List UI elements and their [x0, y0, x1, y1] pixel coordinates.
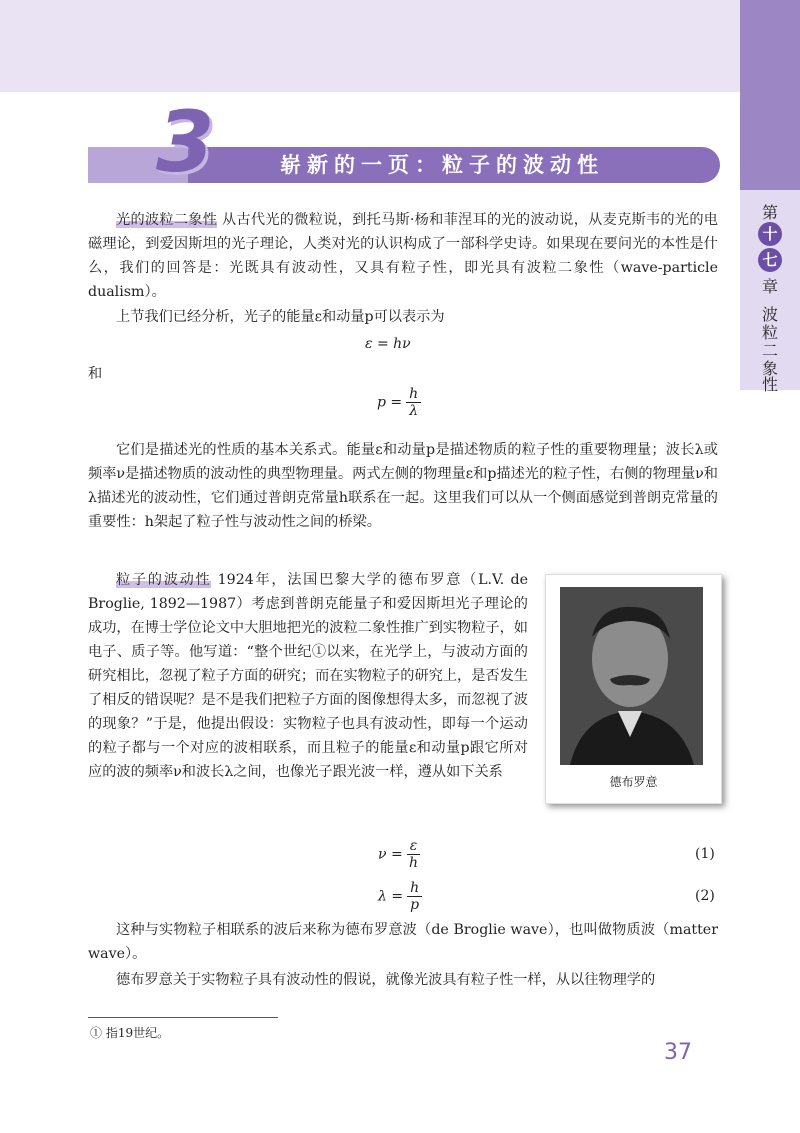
equation-2-number: (2): [695, 888, 715, 904]
paragraph-1: [88, 208, 718, 304]
chapter-num-2: 七: [758, 248, 782, 272]
section-title: 崭新的一页：粒子的波动性: [280, 153, 604, 177]
chapter-name-char: 波: [761, 305, 778, 324]
chapter-side-tab: [740, 190, 800, 394]
equation-1: ν = $\frac{\varepsilon}{h}$: [378, 838, 420, 871]
de-broglie-photo: [560, 587, 703, 765]
equation-2: λ = $\frac{h}{p}$: [378, 880, 422, 913]
chapter-name-char: 象: [761, 359, 778, 378]
equation-momentum: p = $\frac{h}{\lambda}$: [377, 386, 421, 419]
paragraph-2: 上节我们已经分析，光子的能量ε和动量p可以表示为: [116, 309, 445, 325]
footnote: ① 指19世纪。: [90, 1026, 170, 1040]
chapter-name-char: 粒: [761, 323, 778, 342]
equation-energy: ε = hν: [365, 336, 411, 352]
paragraph-6: 德布罗意关于实物粒子具有波动性的假说，就像光波具有粒子性一样，从以往物理学的: [116, 972, 656, 988]
chapter-num-1: 十: [758, 222, 782, 246]
keyword-particle-wave: 粒子的波动性: [116, 572, 212, 588]
and-word: 和: [88, 366, 103, 382]
page-number: 37: [664, 1040, 692, 1065]
side-band: [740, 0, 800, 190]
chapter-prefix: 第: [761, 203, 778, 222]
header-band: [0, 0, 740, 92]
chapter-suffix: 章: [761, 277, 778, 296]
chapter-name-char: 二: [761, 341, 778, 360]
chapter-name-char: 性: [761, 375, 778, 394]
section-number: 3: [156, 93, 215, 191]
photo-caption: 德布罗意: [609, 775, 658, 789]
paragraph-5: 这种与实物粒子相联系的波后来称为德布罗意波（de Broglie wave），也叫做物质波（matter wave）。: [88, 922, 718, 962]
paragraph-4-text: 1924年，法国巴黎大学的德布罗意（L.V. de Broglie, 1892—1987）考虑到普朗克能量子和爱因斯坦光子理论的成功，在博士学位论文中大胆地把光的波粒二象性推广到实物粒子，如电子、质子等。他写道：“整个世纪①以来，在光学上，与波动方面的研究相比，忽视了粒子方面的研究；而在实物粒子的研究上，是否发生了相反的错误呢？是不是我们把粒子方面的图像想得太多，而忽视了波的现象？”于是，他提出假设：实物粒子也具有波动性，即每一个运动的粒子都与一个对应的波相联系，而且粒子的能量ε和动量p跟它所对应的波的频率ν和波长λ之间，也像光子跟光波一样，遵从如下关系: [88, 572, 528, 780]
keyword-wave-particle-duality: 光的波粒二象性: [116, 212, 218, 228]
paragraph-4: [88, 568, 528, 784]
paragraph-3: 它们是描述光的性质的基本关系式。能量ε和动量p是描述物质的粒子性的重要物理量；波长λ或频率ν是描述物质的波动性的典型物理量。两式左侧的物理量ε和p描述光的粒子性，右侧的物理量ν和λ描述光的波动性，它们通过普朗克常量h联系在一起。这里我们可以从一个侧面感觉到普朗克常量的重要性：h架起了粒子性与波动性之间的桥梁。: [88, 442, 718, 530]
paragraph-1-text: 从古代光的微粒说，到托马斯·杨和菲涅耳的光的波动说，从麦克斯韦的光的电磁理论，到爱因斯坦的光子理论，人类对光的认识构成了一部科学史诗。如果现在要问光的本性是什么，我们的回答是：光既具有波动性，又具有粒子性，即光具有波粒二象性（wave-particle dualism）。: [88, 212, 718, 300]
equation-1-number: (1): [695, 846, 715, 862]
portrait-card: [545, 574, 722, 804]
footnote-rule: [88, 1017, 278, 1018]
